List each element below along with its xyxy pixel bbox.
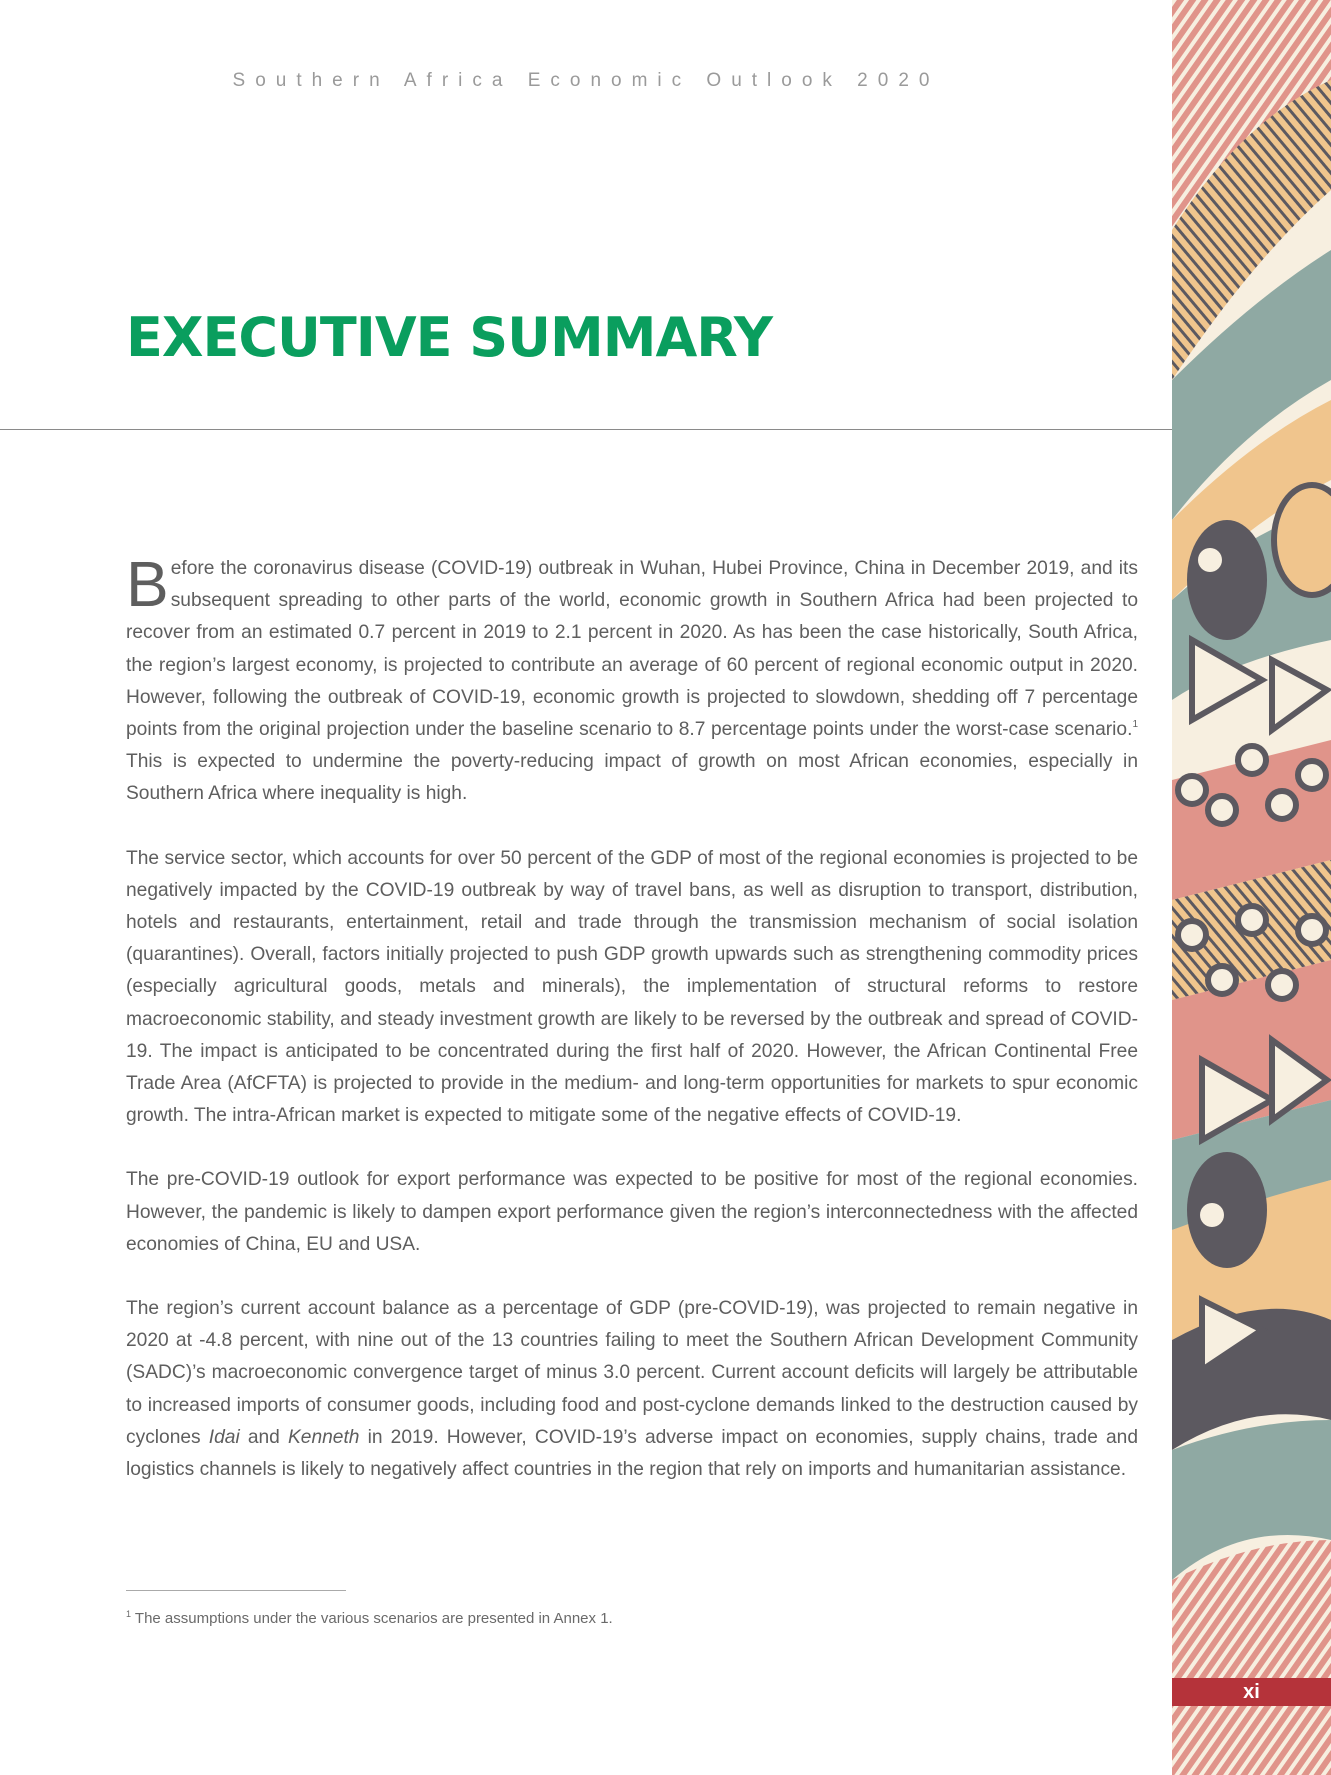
- cyclone-idai: Idai: [208, 1426, 240, 1448]
- footnote: [126, 1610, 613, 1627]
- body-text: [126, 548, 1139, 1518]
- decorative-african-pattern-border: [1172, 0, 1331, 1775]
- running-header: Southern Africa Economic Outlook 2020: [232, 70, 940, 91]
- paragraph-2: The service sector, which accounts for over 50 percent of the GDP of most of the regional economies is projected to be negatively impacted by the COVID-19 outbreak by way of travel bans, as well as disruption to transport, distribution, hotels and restaurants, entertainment, retail and trade through the transmission mechanism of social isolation (quarantines). Overall, factors initially projected to push GDP growth upwards such as strengthening commodity prices (especially agricultural goods, metals and minerals), the implementation of structural reforms to restore macroeconomic stability, and steady investment growth are likely to be reversed by the outbreak and spread of COVID-19. The impact is anticipated to be concentrated during the first half of 2020. However, the African Continental Free Trade Area (AfCFTA) is projected to provide in the medium- and long-term opportunities for markets to spur economic growth. The intra-African market is expected to mitigate some of the negative effects of COVID-19.: [126, 847, 1138, 1127]
- cyclone-kenneth: Kenneth: [287, 1426, 360, 1448]
- paragraph-4-text-b: in 2019. However, COVID-19’s adverse impact on economies, supply chains, trade and logistics channels is likely to negatively affect countries in the region that rely on imports and humanitarian assistance.: [126, 1426, 1139, 1481]
- paragraph-3: The pre-COVID-19 outlook for export performance was expected to be positive for most of the regional economies. However, the pandemic is likely to dampen export performance given the region’s interconnectedness with the affected economies of China, EU and USA.: [126, 1169, 1138, 1255]
- footnote-text: The assumptions under the various scenarios are presented in Annex 1.: [134, 1610, 613, 1627]
- page-title: EXECUTIVE SUMMARY: [126, 306, 773, 369]
- page-number: xi: [1172, 1678, 1331, 1706]
- title-divider: [0, 429, 1172, 430]
- pattern-bands: [1172, 0, 1331, 1775]
- paragraph-1-text-after: This is expected to undermine the poverty-reducing impact of growth on most African economies, especially in Southern Africa where inequality is high.: [126, 751, 1138, 805]
- paragraph-1: [126, 548, 1138, 811]
- footnote-ref[interactable]: 1: [1132, 719, 1138, 731]
- paragraph-4-text-a: The region’s current account balance as a percentage of GDP (pre-COVID-19), was projected to remain negative in 2020 at -4.8 percent, with nine out of the 13 countries failing to meet the Southern African Development Community (SADC)’s macroeconomic convergence target of minus 3.0 percent. Current account deficits will largely be attributable to increased imports of consumer goods, including food and post-cyclone demands linked to the destruction caused by cyclones: [126, 1298, 1138, 1448]
- paragraph-1-text: efore the coronavirus disease (COVID-19) outbreak in Wuhan, Hubei Province, China in December 2019, and its subsequent spreading to other parts of the world, economic growth in Southern Africa had been projected to recover from an estimated 0.7 percent in 2019 to 2.1 percent in 2020. As has been the case historically, South Africa, the region’s largest economy, is projected to contribute an average of 60 percent of regional economic output in 2020. However, following the outbreak of COVID-19, economic growth is projected to slowdown, shedding off 7 percentage points from the original projection under the baseline scenario to 8.7 percentage points under the worst-case scenario.: [126, 558, 1138, 741]
- footnote-divider: [126, 1590, 346, 1591]
- footnote-marker: 1: [126, 1609, 132, 1619]
- paragraph-4-and: and: [247, 1426, 280, 1448]
- drop-cap: B: [126, 548, 169, 620]
- paragraph-4: [126, 1293, 1138, 1486]
